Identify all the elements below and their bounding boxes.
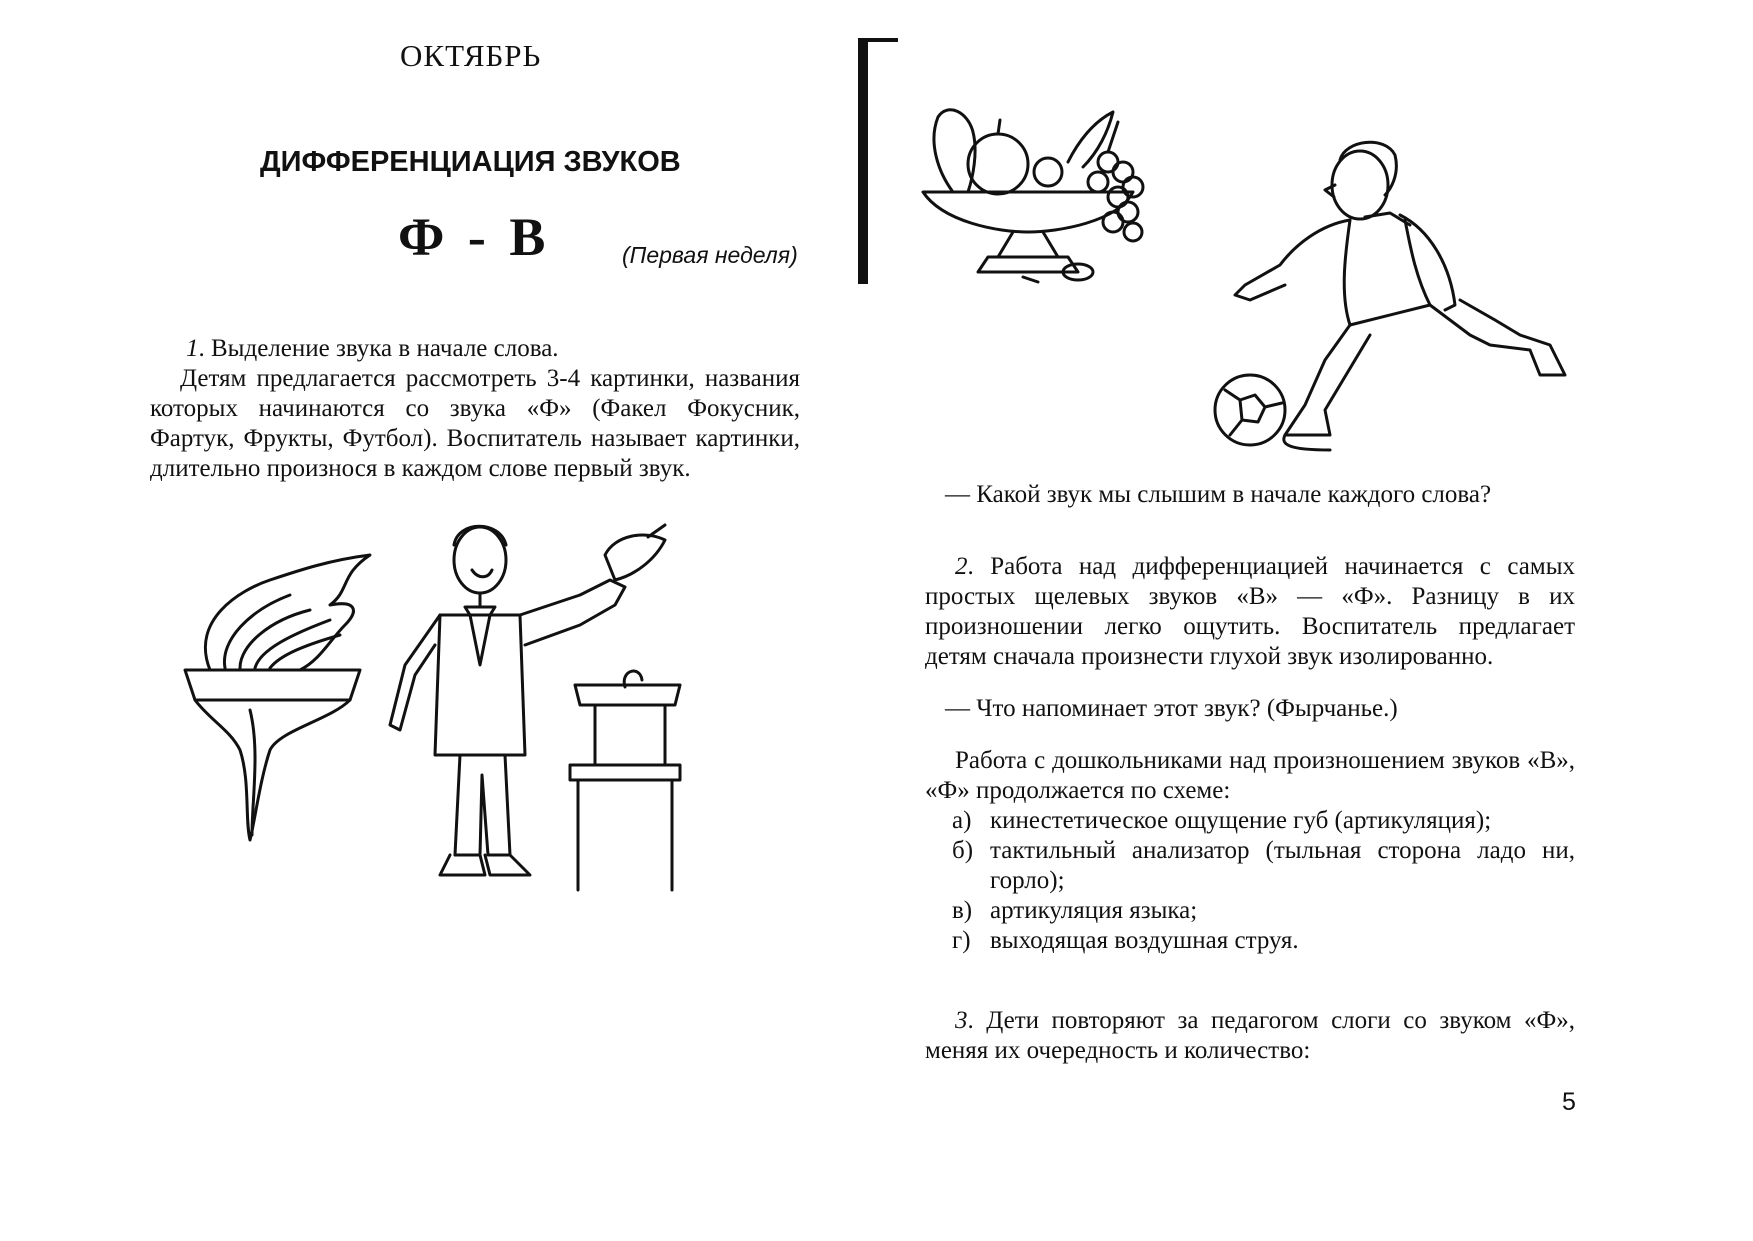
list-item: в) артикуляция языка; bbox=[952, 897, 1198, 924]
section-2-scheme-intro: Работа с дошкольниками над произношением звуков «В», «Ф» продолжается по схеме: bbox=[925, 747, 1575, 804]
section-3-number: 3 bbox=[955, 1007, 968, 1034]
football-player-illustration bbox=[1200, 135, 1580, 465]
page-divider bbox=[858, 38, 868, 284]
section-1-number: 1 bbox=[186, 335, 199, 362]
section-1-paragraph: Детям предлагается рассмотреть 3-4 картинки, названия которых начинаются со звука «Ф» (Факел Фокусник, Фартук, Фрукты, Футбол). Воспитатель называет картинки, длительно произнося в каждом слове первый звук. bbox=[150, 365, 800, 482]
section-2-paragraph: 2. Работа над дифференциацией начинается с самых простых щелевых звуков «В» — «Ф». Разницу в их произношении легко ощутить. Воспитатель предлагает детям сначала произнести глухой звук изолированно. bbox=[925, 553, 1575, 670]
page-month: ОКТЯБРЬ bbox=[400, 38, 542, 73]
page-divider-cap bbox=[858, 38, 898, 42]
section-1-title: 1. Выделение звука в начале слова. bbox=[186, 335, 559, 362]
list-item: б) тактильный анализатор (тыльная сторона ладо ни, горло); bbox=[952, 837, 1575, 894]
section-2-question: — Что напоминает этот звук? (Фырчанье.) bbox=[945, 695, 1398, 722]
question-1: — Какой звук мы слышим в начале каждого слова? bbox=[945, 481, 1492, 508]
list-item: а) кинестетическое ощущение губ (артикуляция); bbox=[952, 807, 1492, 834]
section-2 bbox=[925, 552, 1575, 956]
section-3 bbox=[925, 1006, 1575, 1066]
question-1-block bbox=[925, 480, 1575, 510]
scheme-list bbox=[925, 806, 1575, 956]
sounds-title: Ф - В bbox=[398, 207, 546, 267]
section-1 bbox=[150, 334, 800, 484]
section-3-paragraph: 3. Дети повторяют за педагогом слоги со звуком «Ф», меняя их очередность и количество: bbox=[925, 1007, 1575, 1064]
section-2-number: 2 bbox=[955, 553, 968, 580]
page-title: ДИФФЕРЕНЦИАЦИЯ ЗВУКОВ bbox=[260, 146, 681, 178]
fruit-bowl-illustration bbox=[918, 92, 1188, 287]
list-item: г) выходящая воздушная струя. bbox=[952, 927, 1299, 954]
week-label: (Первая неделя) bbox=[622, 242, 798, 268]
torch-illustration bbox=[180, 550, 380, 850]
magician-illustration bbox=[380, 515, 710, 895]
page-number: 5 bbox=[1562, 1088, 1576, 1116]
